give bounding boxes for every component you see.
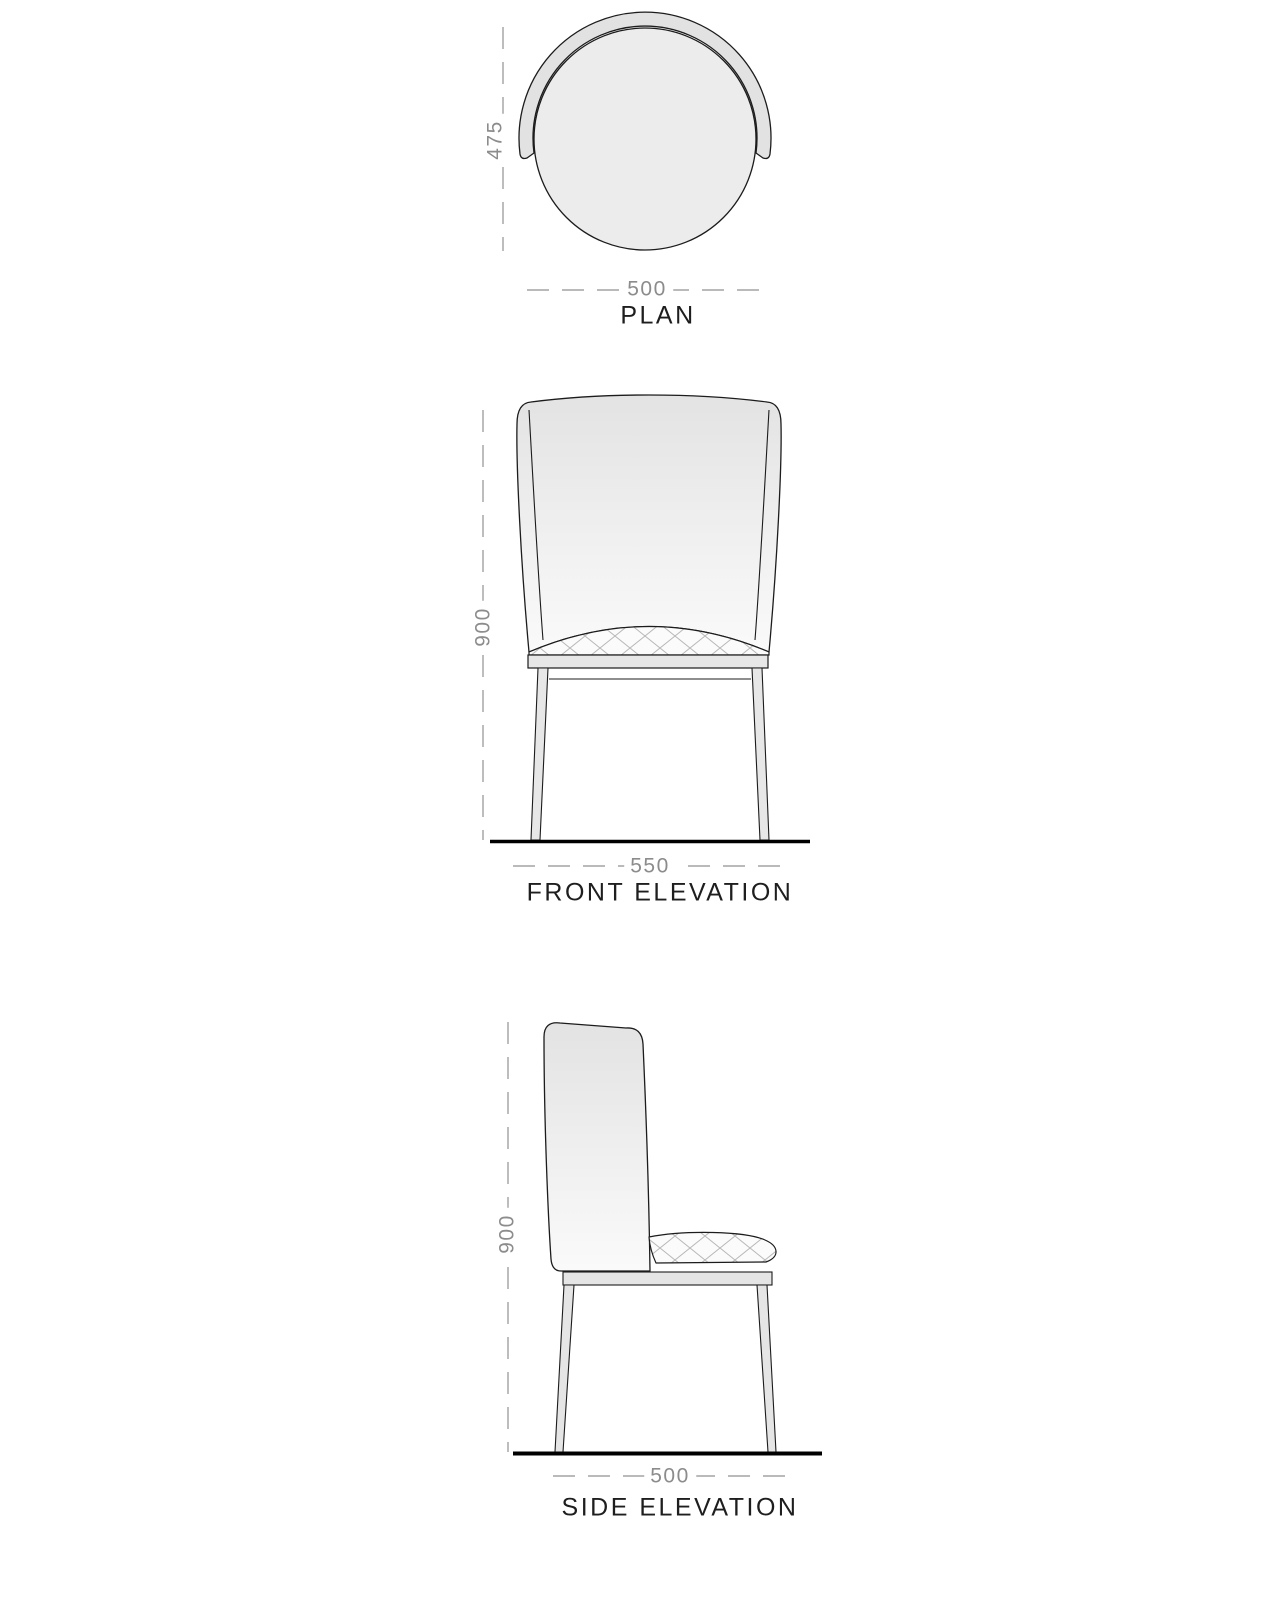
front-leg-right [752, 668, 769, 840]
front-elevation-drawing [483, 395, 810, 866]
plan-view-drawing [503, 12, 771, 290]
front-elevation-label: FRONT ELEVATION [526, 878, 794, 907]
side-backrest [544, 1023, 650, 1271]
side-elevation-label: SIDE ELEVATION [561, 1493, 799, 1522]
front-width-dimension: 550 [624, 854, 676, 877]
side-elevation-drawing [508, 1022, 822, 1476]
side-leg-back [757, 1285, 776, 1452]
front-seat-band [528, 655, 768, 668]
side-seat-rail [563, 1272, 772, 1285]
plan-seat [534, 28, 756, 250]
side-height-dimension: 900 [495, 1208, 518, 1260]
side-seat-cushion [649, 1232, 776, 1263]
front-height-dimension: 900 [471, 601, 494, 653]
front-leg-left [531, 668, 548, 840]
front-backrest [517, 395, 781, 652]
side-leg-front [555, 1285, 574, 1452]
side-width-dimension: 500 [644, 1464, 696, 1487]
plan-width-dimension: 500 [621, 277, 673, 300]
plan-depth-dimension: 475 [483, 114, 506, 166]
plan-view-label: PLAN [620, 301, 696, 330]
